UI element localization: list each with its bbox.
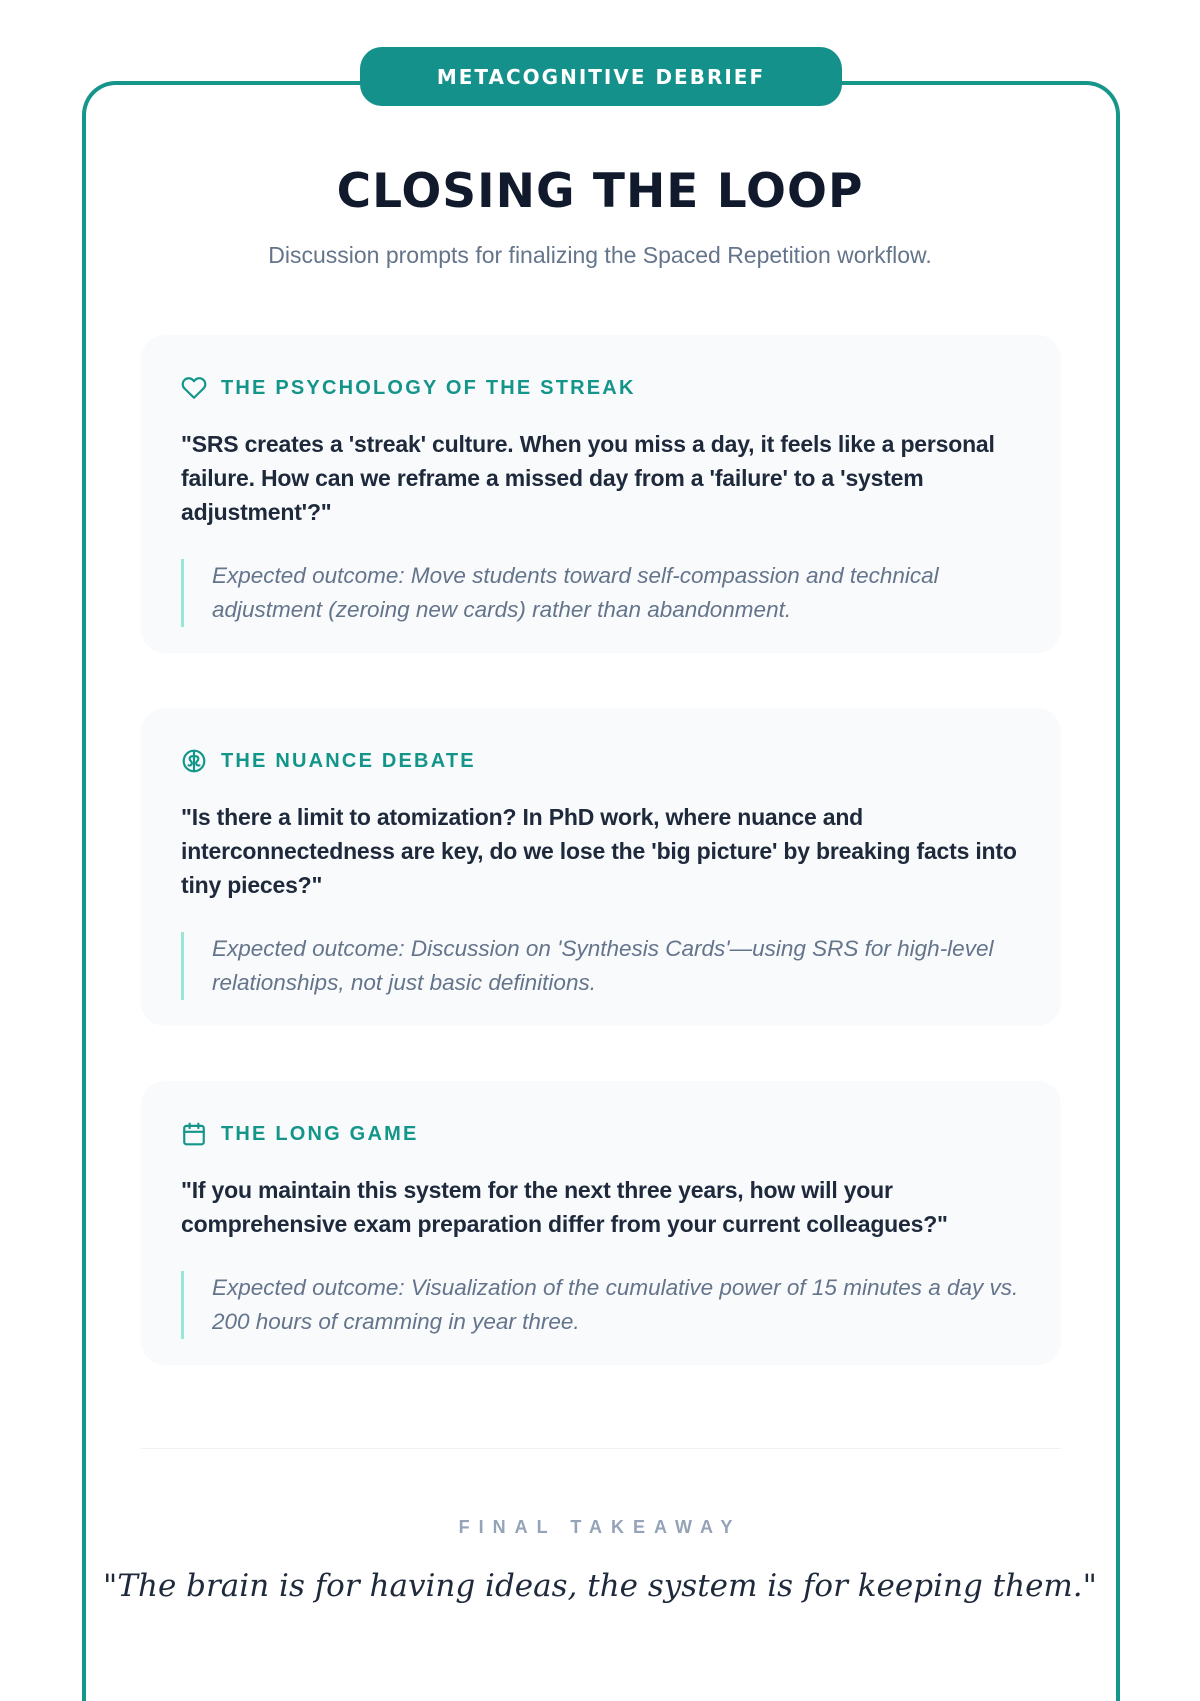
- prompt-card-long-game: [141, 1081, 1061, 1365]
- prompt-header: [181, 746, 1021, 776]
- prompt-question: "Is there a limit to atomization? In PhD work, where nuance and interconnectedness are key, do we lose the 'big picture' by breaking facts into tiny pieces?": [181, 804, 1017, 898]
- page-subtitle: Discussion prompts for finalizing the Spaced Repetition workflow.: [268, 242, 932, 268]
- prompt-header: [181, 1119, 1021, 1149]
- brain-icon: [181, 748, 207, 774]
- section-badge: METACOGNITIVE DEBRIEF: [360, 47, 842, 106]
- prompt-card-nuance: [141, 708, 1061, 1026]
- section-divider: [141, 1448, 1061, 1449]
- prompt-header: [181, 373, 1021, 403]
- prompt-outcome: Expected outcome: Discussion on 'Synthesis Cards'—using SRS for high-level relationships, not just basic definitions.: [181, 932, 1021, 1000]
- takeaway-quote: "The brain is for having ideas, the system is for keeping them.": [103, 1568, 1097, 1604]
- prompt-label: THE PSYCHOLOGY OF THE STREAK: [221, 376, 636, 399]
- takeaway-label: FINAL TAKEAWAY: [458, 1517, 742, 1537]
- prompt-outcome: Expected outcome: Move students toward self-compassion and technical adjustment (zeroing new cards) rather than abandonment.: [181, 559, 1021, 627]
- prompt-question: "SRS creates a 'streak' culture. When you miss a day, it feels like a personal failure. How can we reframe a missed day from a 'failure' to a 'system adjustment'?": [181, 431, 995, 525]
- prompt-card-streak: [141, 335, 1061, 653]
- heart-icon: [181, 375, 207, 401]
- prompt-label: THE NUANCE DEBATE: [221, 749, 476, 772]
- page-title: CLOSING THE LOOP: [336, 164, 864, 219]
- prompt-outcome: Expected outcome: Visualization of the cumulative power of 15 minutes a day vs. 200 hours of cramming in year three.: [181, 1271, 1021, 1339]
- calendar-icon: [181, 1121, 207, 1147]
- prompt-question: "If you maintain this system for the next three years, how will your comprehensive exam preparation differ from your current colleagues?": [181, 1177, 948, 1237]
- prompt-label: THE LONG GAME: [221, 1122, 419, 1145]
